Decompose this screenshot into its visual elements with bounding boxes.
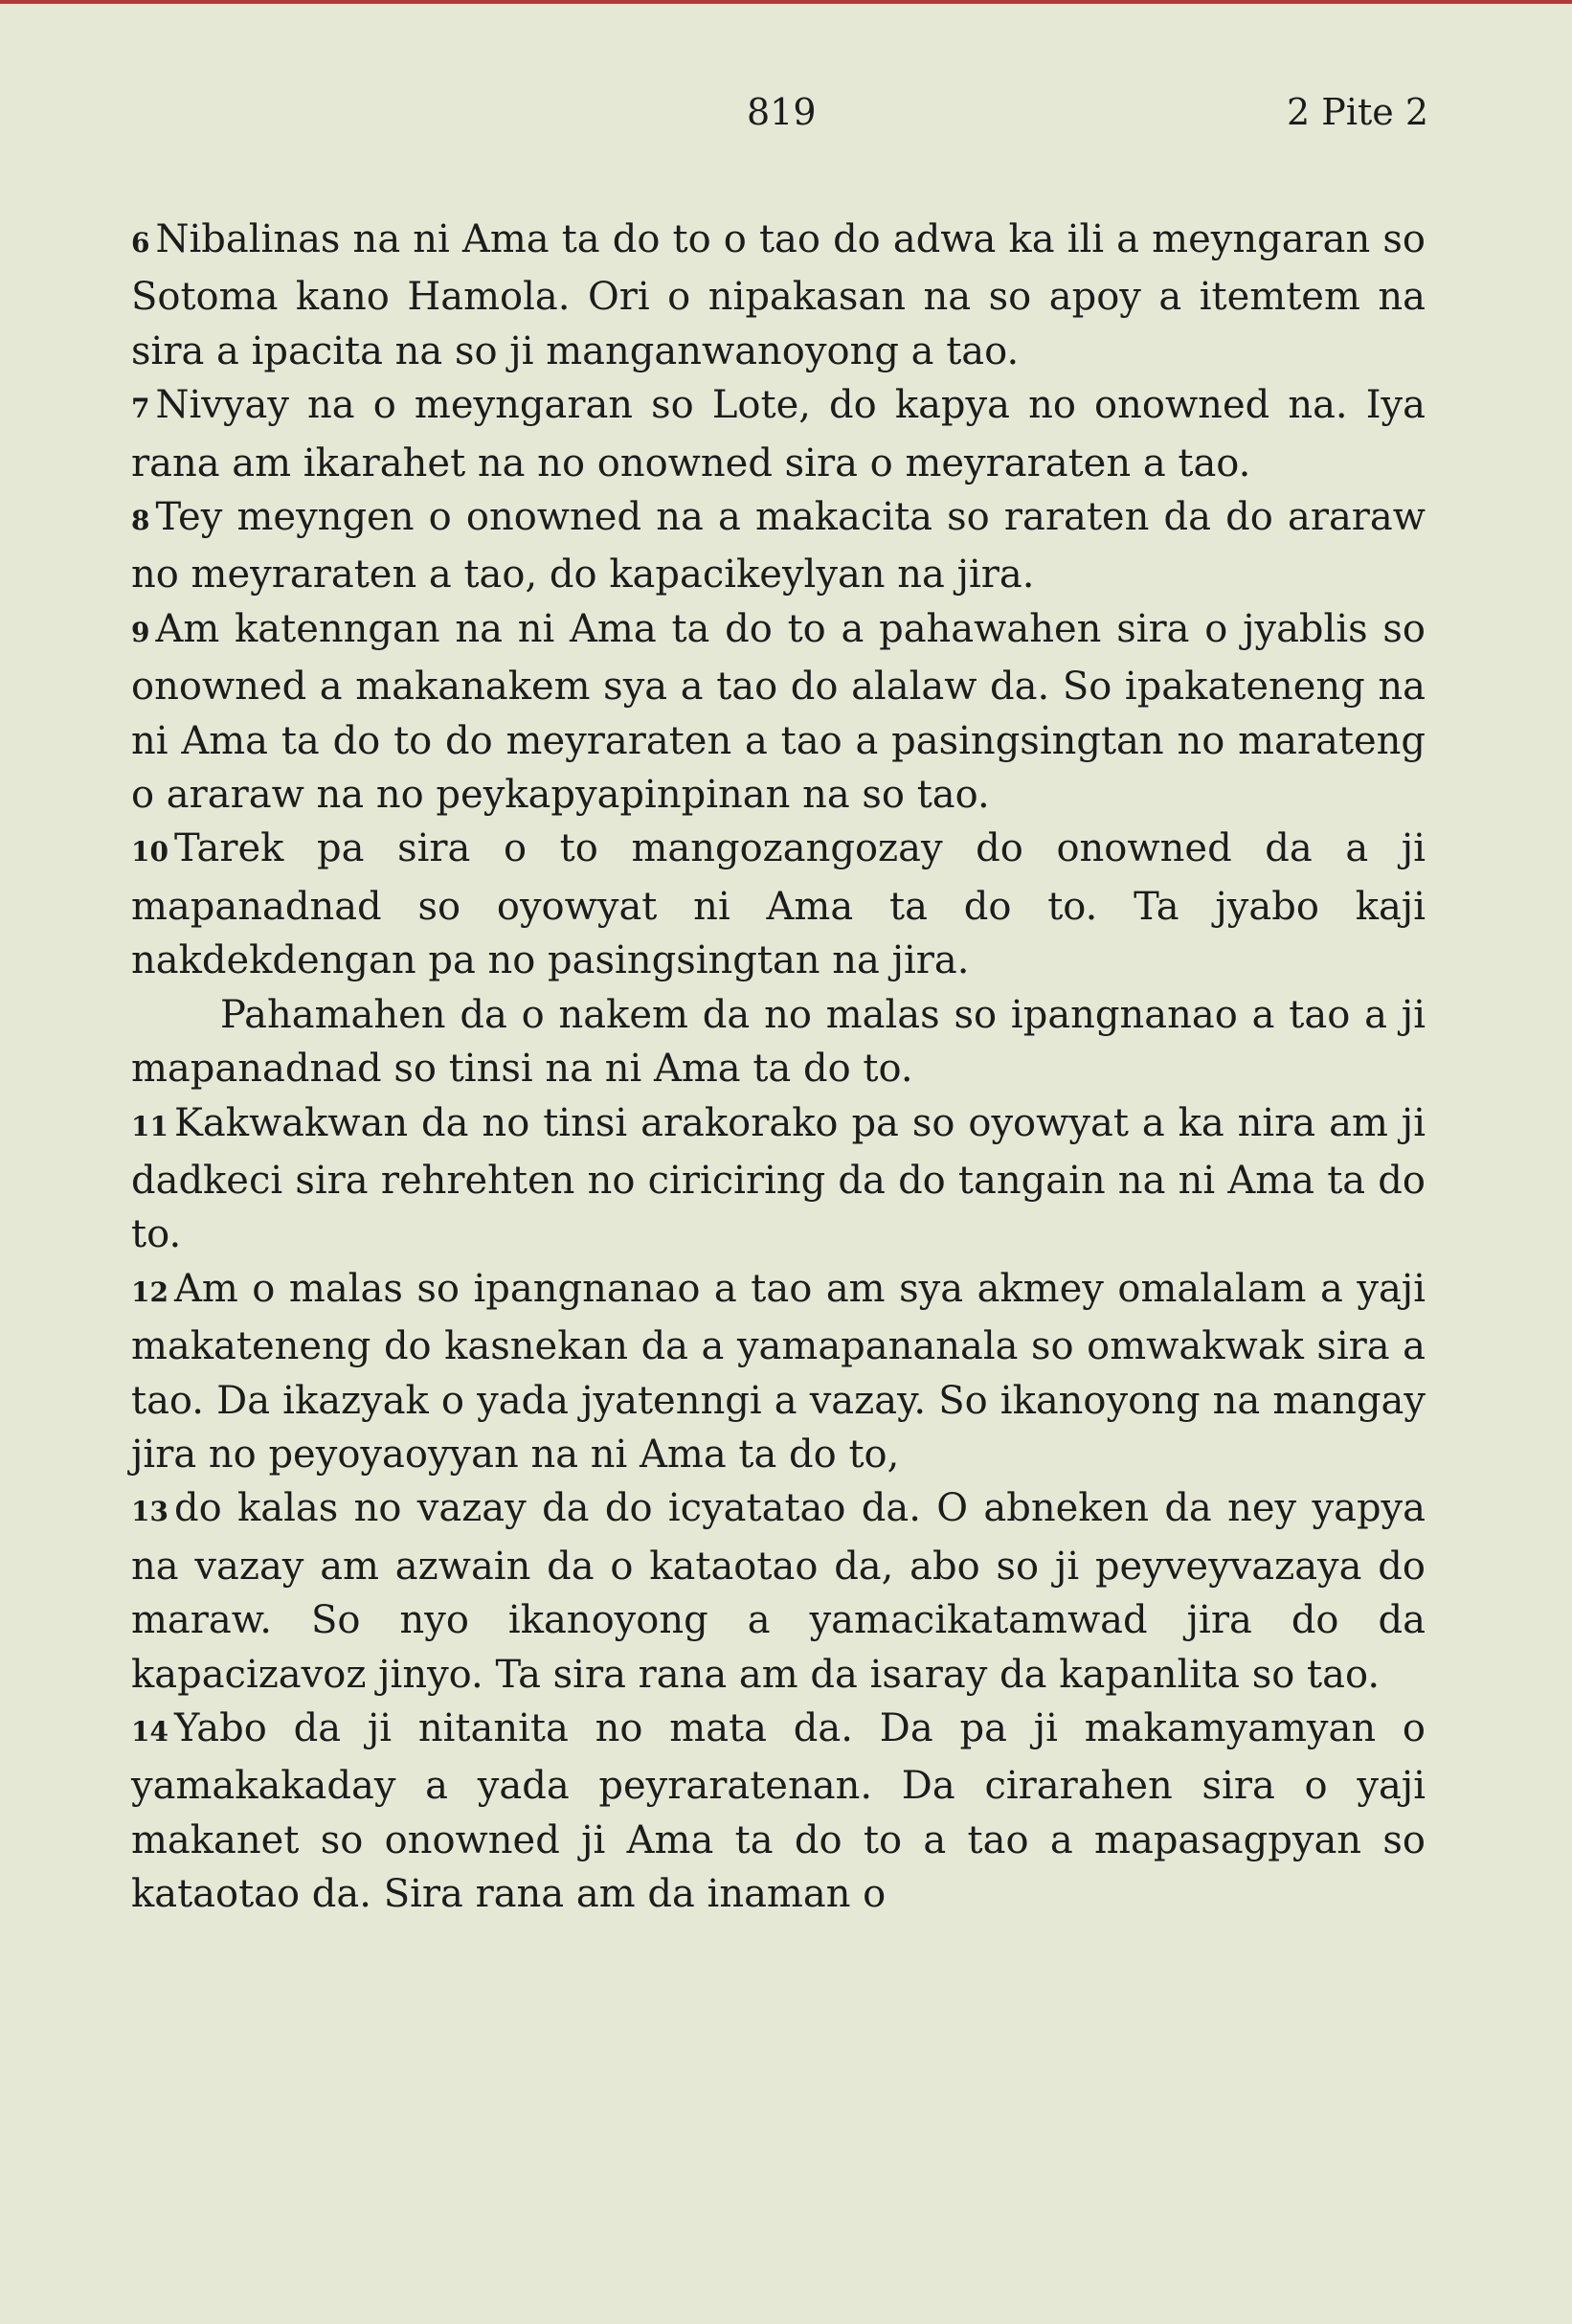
verse-text: Kakwakwan da no tinsi arakorako pa so oyowyat a ka nira am ji dadkeci sira rehrehten no ciriciring da do tangain na ni Ama ta do to.: [131, 1100, 1426, 1257]
verse-number: 13: [131, 1496, 168, 1528]
verse-number: 12: [131, 1275, 168, 1308]
running-head: 2 Pite 2: [1287, 91, 1428, 133]
verse-14: [131, 1702, 1426, 1922]
verse-6: [131, 213, 1426, 378]
verse-text: Nivyay na o meyngaran so Lote, do kapya no onowned na. Iya rana am ikarahet na no onowned sira o meyraraten a tao.: [131, 383, 1426, 485]
verse-number: 10: [131, 836, 168, 869]
verse-11: [131, 1096, 1426, 1262]
verse-text: Am katenngan na ni Ama ta do to a pahawahen sira o jyablis so onowned a makanakem sya a tao do alalaw da. So ipakateneng na ni Ama ta do to do meyraraten a tao a pasingsingtan no marateng o araraw na no peykapyapinpinan na so tao.: [131, 606, 1426, 818]
verse-12: [131, 1262, 1426, 1482]
verse-number: 6: [131, 227, 150, 259]
body-text: [131, 213, 1426, 1922]
verse-text: Yabo da ji nitanita no mata da. Da pa ji makamyamyan o yamakakaday a yada peyraratenan. Da cirarahen sira o yaji makanet so onowned ji Ama ta do to a tao a mapasagpyan so kataotao da. Sira rana am da inaman o: [131, 1705, 1426, 1917]
verse-10-continuation: [131, 988, 1426, 1096]
verse-7: [131, 378, 1426, 490]
page-number: 819: [747, 91, 817, 133]
top-edge-line: [0, 0, 1572, 4]
verse-text: Tarek pa sira o to mangozangozay do onowned da a ji mapanadnad so oyowyat ni Ama ta do to. Ta jyabo kaji nakdekdengan pa no pasingsingtan na jira.: [131, 826, 1426, 983]
verse-text: Nibalinas na ni Ama ta do to o tao do adwa ka ili a meyngaran so Sotoma kano Hamola. Ori o nipakasan na so apoy a itemtem na sira a ipacita na so ji manganwanoyong a tao.: [131, 217, 1426, 373]
verse-text: do kalas no vazay da do icyatatao da. O abneken da ney yapya na vazay am azwain da o kataotao da, abo so ji peyveyvazaya do maraw. So nyo ikanoyong a yamacikatamwad jira do da kapacizavoz jinyo. Ta sira rana am da isaray da kapanlita so tao.: [131, 1486, 1426, 1697]
verse-8: [131, 490, 1426, 602]
verse-9: [131, 602, 1426, 823]
page-header: [0, 91, 1572, 148]
verse-text: Pahamahen da o nakem da no malas so ipangnanao a tao a ji mapanadnad so tinsi na ni Ama ta do to.: [131, 992, 1426, 1092]
verse-number: 11: [131, 1110, 168, 1142]
verse-number: 14: [131, 1715, 168, 1748]
verse-number: 7: [131, 393, 150, 425]
verse-13: [131, 1481, 1426, 1702]
verse-10: [131, 822, 1426, 987]
verse-text: Tey meyngen o onowned na a makacita so raraten da do araraw no meyraraten a tao, do kapacikeylyan na jira.: [131, 495, 1426, 598]
verse-text: Am o malas so ipangnanao a tao am sya akmey omalalam a yaji makateneng do kasnekan da a yamapananala so omwakwak sira a tao. Da ikazyak o yada jyatenngi a vazay. So ikanoyong na mangay jira no peyoyaoyyan na ni Ama ta do to,: [131, 1266, 1426, 1477]
verse-number: 9: [131, 616, 150, 648]
verse-number: 8: [131, 505, 150, 537]
